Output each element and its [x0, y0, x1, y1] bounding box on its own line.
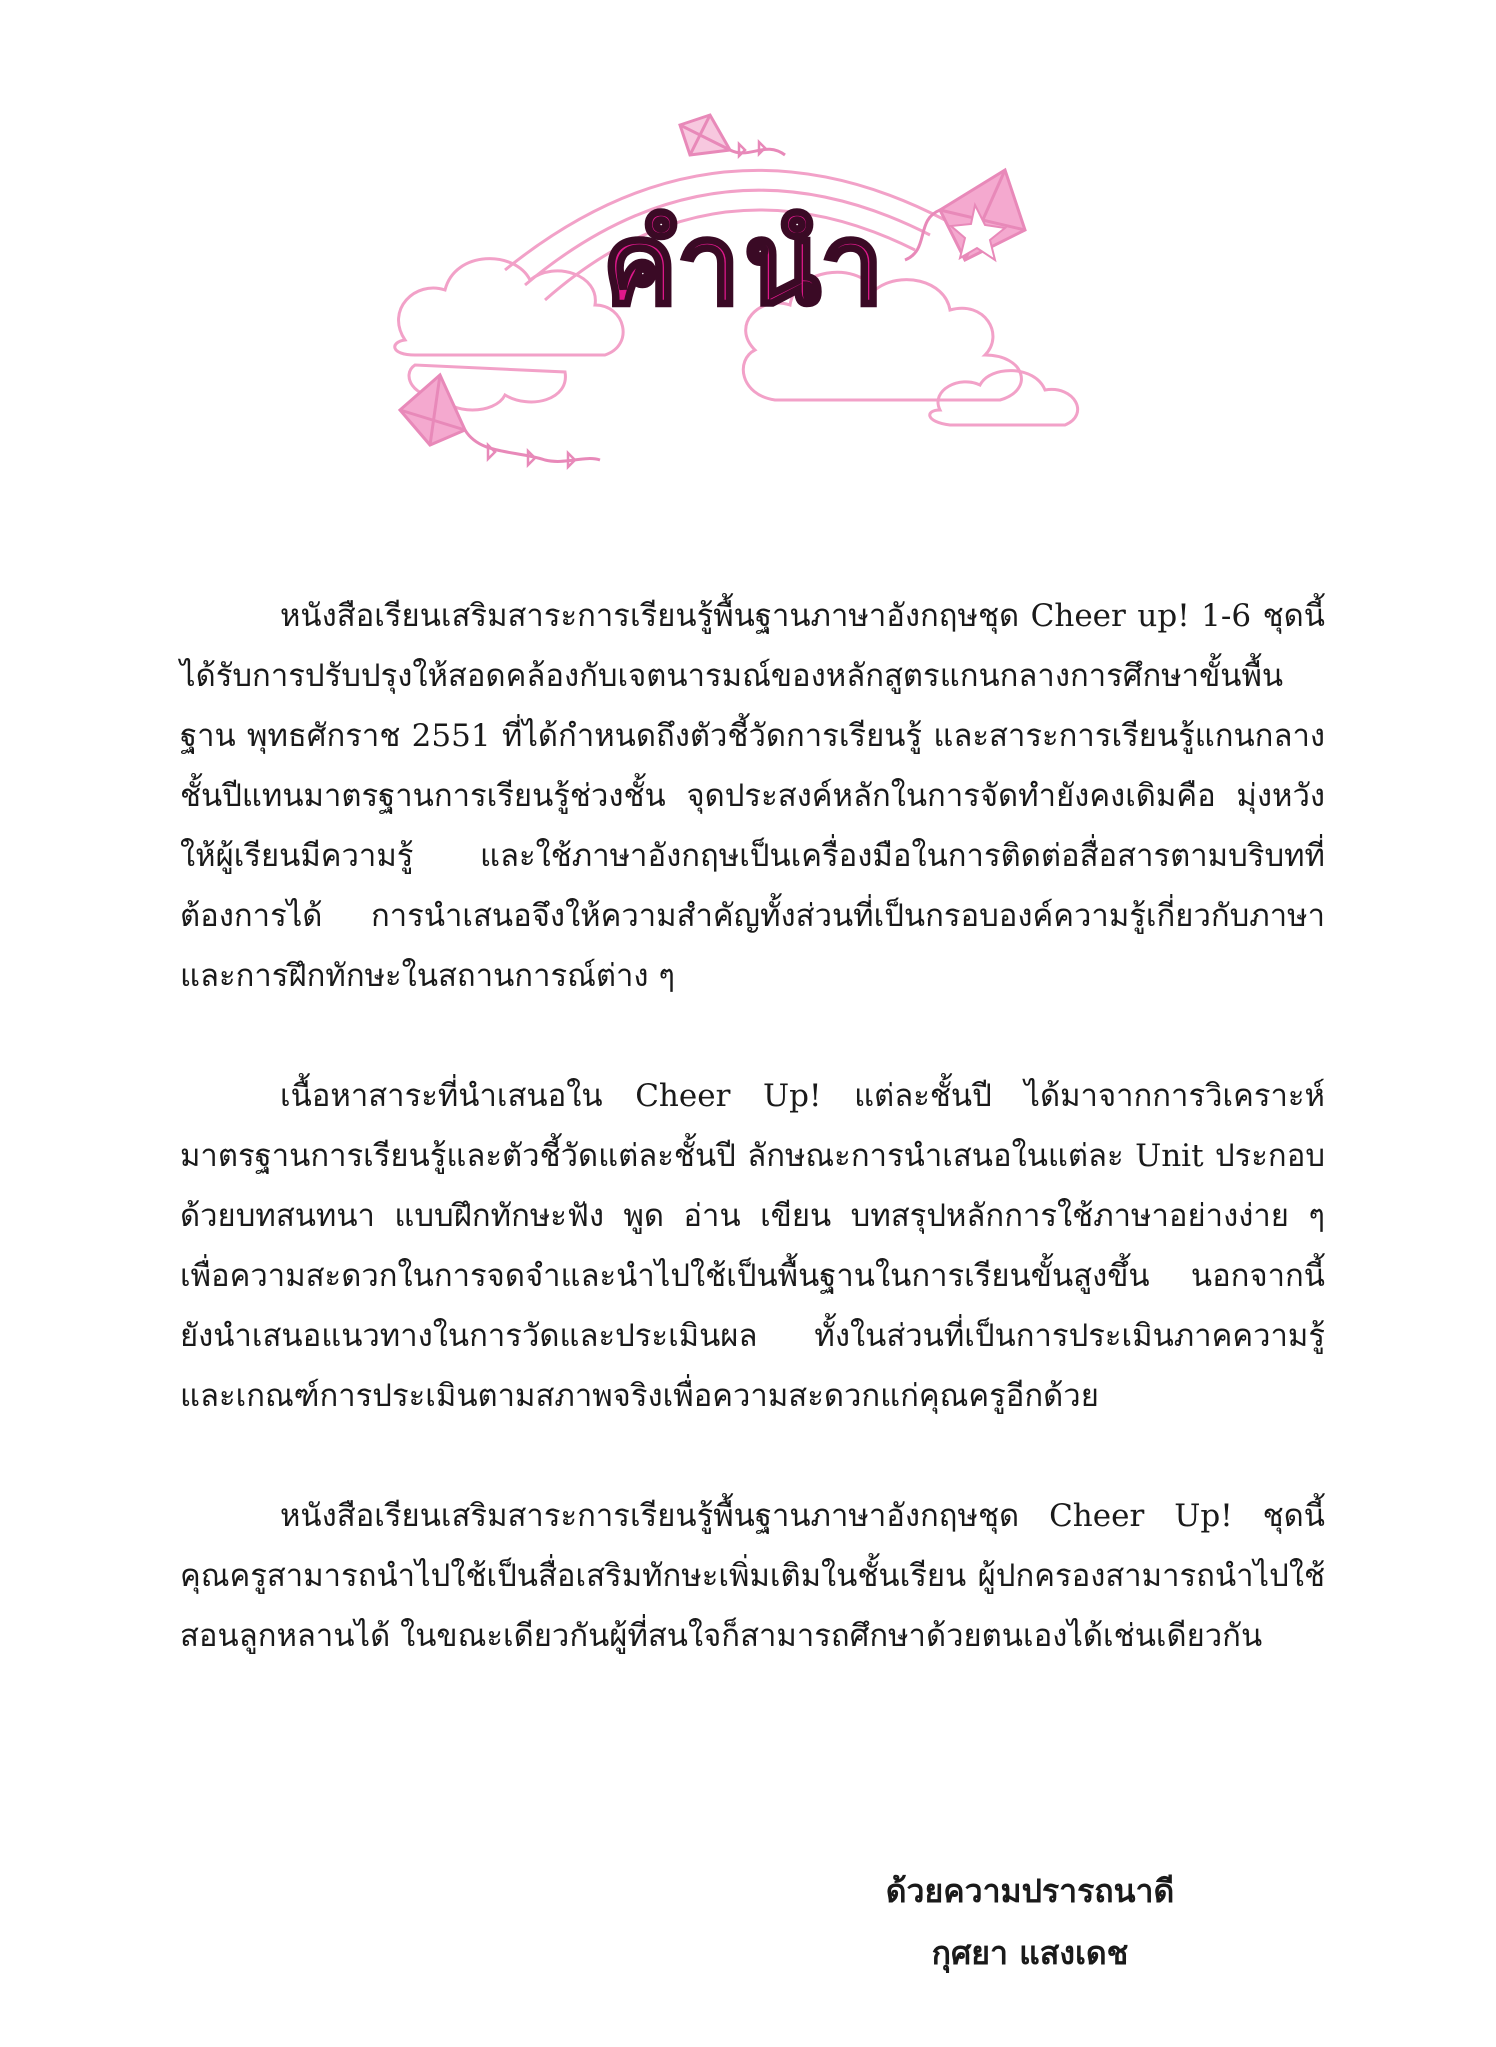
signature-closing: ด้วยความปรารถนาดี — [885, 1872, 1175, 1910]
page-title: คำนำ — [602, 200, 888, 330]
preface-paragraph-3: หนังสือเรียนเสริมสาระการเรียนรู้พื้นฐานภาษาอังกฤษชุด Cheer Up! ชุดนี้ คุณครูสามารถนำไปใช้เป็นสื่อเสริมทักษะเพิ่มเติมในชั้นเรียน ผู้ปกครองสามารถนำไปใช้สอนลูกหลานได้ ในขณะเดียวกันผู้ที่สนใจก็สามารถศึกษาด้วยตนเองได้เช่นเดียวกัน — [180, 1498, 1325, 1654]
preface-body — [180, 586, 1325, 1726]
preface-paragraph-1: หนังสือเรียนเสริมสาระการเรียนรู้พื้นฐานภาษาอังกฤษชุด Cheer up! 1-6 ชุดนี้ ได้รับการปรับปรุงให้สอดคล้องกับเจตนารมณ์ของหลักสูตรแกนกลางการศึกษาขั้นพื้นฐาน พุทธศักราช 2551 ที่ได้กำหนดถึงตัวชี้วัดการเรียนรู้ และสาระการเรียนรู้แกนกลางชั้นปีแทนมาตรฐานการเรียนรู้ช่วงชั้น จุดประสงค์หลักในการจัดทำยังคงเดิมคือ มุ่งหวังให้ผู้เรียนมีความรู้ และใช้ภาษาอังกฤษเป็นเครื่องมือในการติดต่อสื่อสารตามบริบทที่ต้องการได้ การนำเสนอจึงให้ความสำคัญทั้งส่วนที่เป็นกรอบองค์ความรู้เกี่ยวกับภาษา และการฝึกทักษะในสถานการณ์ต่าง ๆ — [180, 598, 1325, 994]
kite-icon — [680, 115, 730, 155]
kite-icon — [400, 375, 465, 445]
preface-paragraph-2: เนื้อหาสาระที่นำเสนอใน Cheer Up! แต่ละชั้นปี ได้มาจากการวิเคราะห์มาตรฐานการเรียนรู้และตัวชี้วัดแต่ละชั้นปี ลักษณะการนำเสนอในแต่ละ Unit ประกอบด้วยบทสนทนา แบบฝึกทักษะฟัง พูด อ่าน เขียน บทสรุปหลักการใช้ภาษาอย่างง่าย ๆ เพื่อความสะดวกในการจดจำและนำไปใช้เป็นพื้นฐานในการเรียนขั้นสูงขึ้น นอกจากนี้ยังนำเสนอแนวทางในการวัดและประเมินผล ทั้งในส่วนที่เป็นการประเมินภาคความรู้ และเกณฑ์การประเมินตามสภาพจริงเพื่อความสะดวกแก่คุณครูอีกด้วย — [180, 1078, 1325, 1414]
signature-block — [830, 1860, 1230, 1984]
signature-author: กุศยา แสงเดช — [931, 1934, 1129, 1972]
